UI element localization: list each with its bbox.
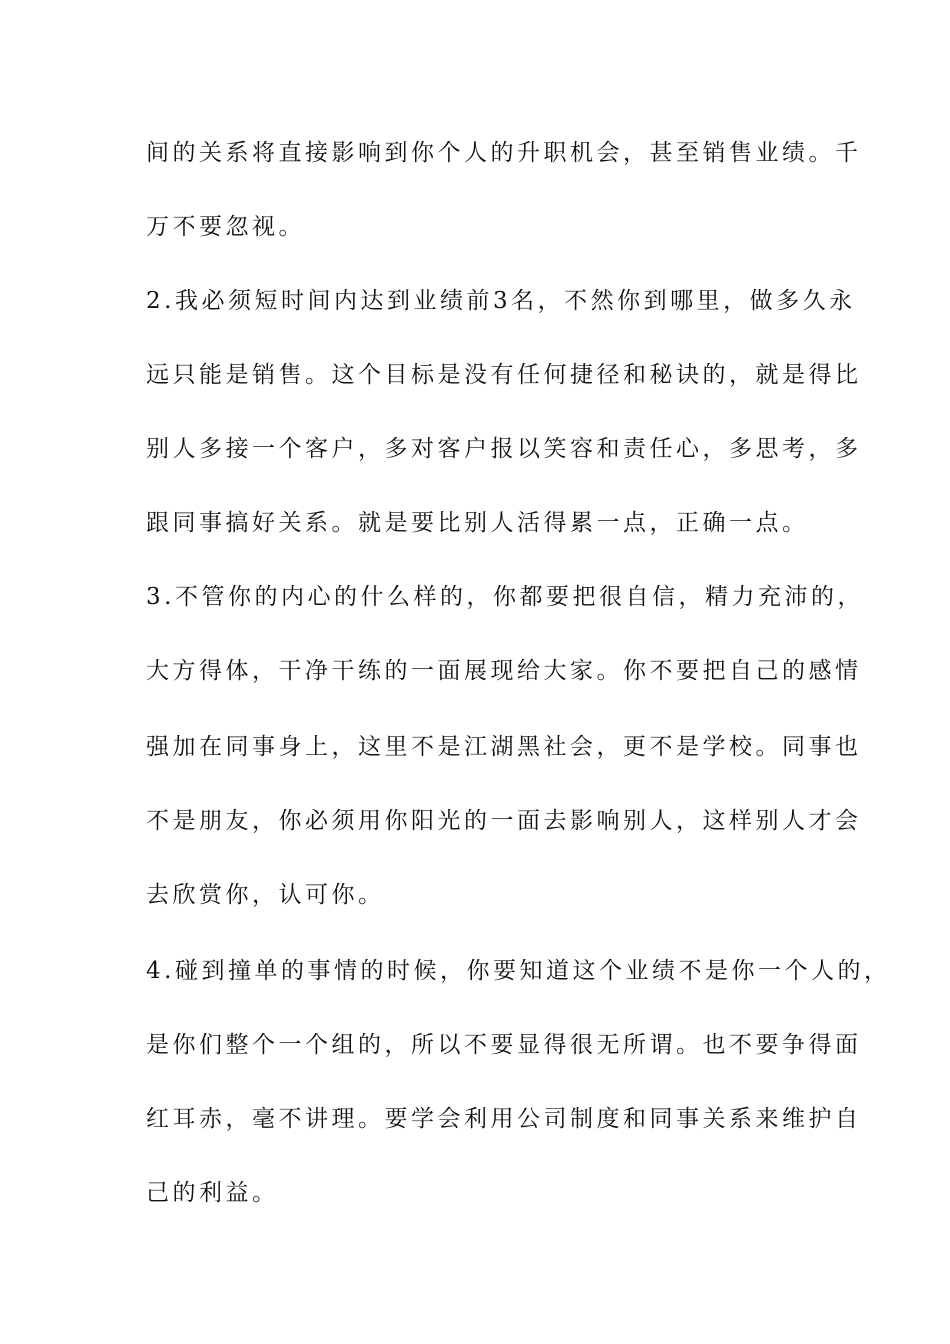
text-line: 间的关系将直接影响到你个人的升职机会，甚至销售业绩。千 — [146, 140, 862, 166]
text-line: 远只能是销售。这个目标是没有任何捷径和秘诀的，就是得比 — [146, 362, 862, 388]
text-line: 跟同事搞好关系。就是要比别人活得累一点，正确一点。 — [146, 510, 809, 536]
text-line: 4.碰到撞单的事情的时候，你要知道这个业绩不是你一个人的， — [146, 958, 891, 984]
text-line: 红耳赤，毫不讲理。要学会利用公司制度和同事关系来维护自 — [146, 1106, 862, 1132]
text-line: 强加在同事身上，这里不是江湖黑社会，更不是学校。同事也 — [146, 734, 862, 760]
text-line: 己的利益。 — [146, 1180, 279, 1206]
text-line: 是你们整个一个组的，所以不要显得很无所谓。也不要争得面 — [146, 1032, 862, 1058]
text-line: 去欣赏你，认可你。 — [146, 882, 385, 908]
text-line: 大方得体，干净干练的一面展现给大家。你不要把自己的感情 — [146, 658, 862, 684]
text-line: 万不要忽视。 — [146, 214, 305, 240]
text-line: 不是朋友，你必须用你阳光的一面去影响别人，这样别人才会 — [146, 808, 862, 834]
text-line: 3.不管你的内心的什么样的，你都要把很自信，精力充沛的， — [146, 584, 864, 610]
text-line: 2.我必须短时间内达到业绩前3名，不然你到哪里，做多久永 — [146, 288, 856, 314]
text-line: 别人多接一个客户，多对客户报以笑容和责任心，多思考，多 — [146, 436, 862, 462]
